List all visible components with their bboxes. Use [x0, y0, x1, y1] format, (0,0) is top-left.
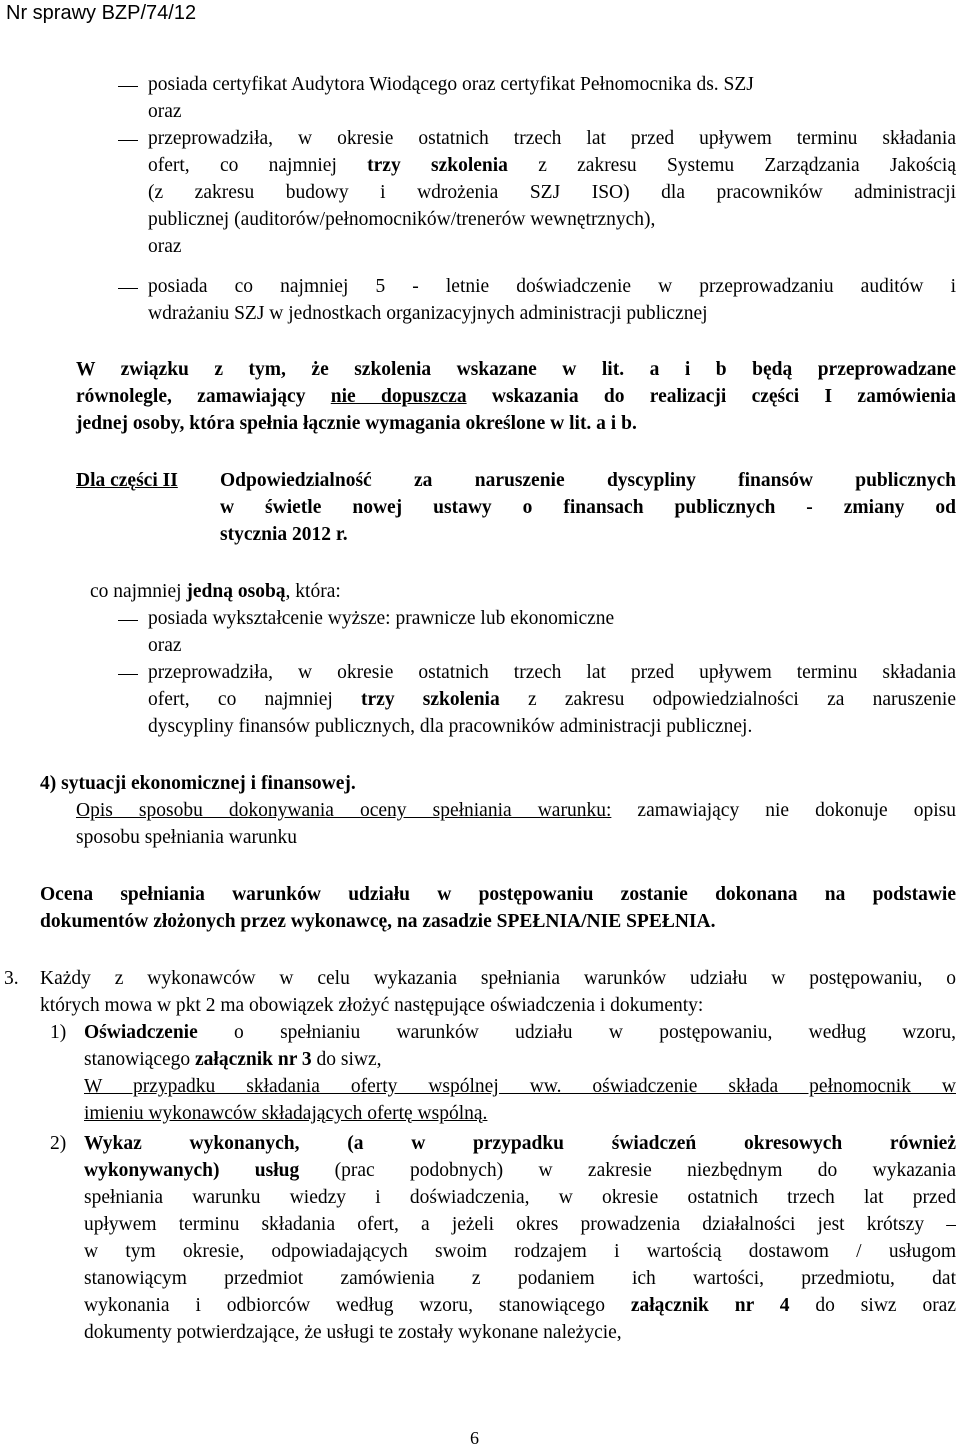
text-line: wykonania i odbiorców według wzoru, stanowiącego załącznik nr 4 do siwz oraz: [84, 1295, 956, 1316]
text-line: Oświadczenie o spełnianiu warunków udziału w postępowaniu, według wzoru,: [84, 1022, 956, 1043]
text-line: Wykaz wykonanych, (a w przypadku świadczeń okresowych również: [84, 1133, 956, 1154]
section-title: 4) sytuacji ekonomicznej i finansowej.: [40, 773, 356, 794]
text-line: sposobu spełniania warunku: [76, 827, 297, 848]
text-line: co najmniej jedną osobą, która:: [90, 581, 341, 602]
text-line: spełniania warunku wiedzy i doświadczenia, w okresie ostatnich trzech lat przed: [84, 1187, 956, 1208]
text-line: imieniu wykonawców składających ofertę wspólną.: [84, 1103, 488, 1124]
text-line: (z zakresu budowy i wdrożenia SZJ ISO) dla pracowników administracji: [148, 182, 956, 203]
text-line: posiada wykształcenie wyższe: prawnicze lub ekonomiczne: [148, 608, 615, 629]
text-line: dokumenty potwierdzające, że usługi te zostały wykonane należycie,: [84, 1322, 622, 1343]
text-line: stanowiącym przedmiot zamówienia z podaniem ich wartości, przedmiotu, dat: [84, 1268, 956, 1289]
text-line: dyscypliny finansów publicznych, dla pracowników administracji publicznej.: [148, 716, 753, 737]
text-line: przeprowadziła, w okresie ostatnich trzech lat przed upływem terminu składania: [148, 128, 956, 149]
subpoint-number: 2): [50, 1133, 67, 1154]
text-line: posiada co najmniej 5 - letnie doświadczenie w przeprowadzaniu auditów i: [148, 276, 956, 297]
page-number: 6: [470, 1428, 479, 1448]
conjunction: oraz: [148, 101, 182, 122]
assessment-line: dokumentów złożonych przez wykonawcę, na zasadzie SPEŁNIA/NIE SPEŁNIA.: [40, 911, 716, 932]
text-line: publicznej (auditorów/pełnomocników/trenerów wewnętrznych),: [148, 209, 656, 230]
part-label: Dla części II: [76, 470, 178, 491]
conjunction: oraz: [148, 635, 182, 656]
dash-bullet: [118, 288, 138, 289]
note-line: jednej osoby, która spełnia łącznie wymagania określone w lit. a i b.: [76, 413, 637, 434]
conjunction: oraz: [148, 236, 182, 257]
text-line: upływem terminu składania ofert, a jeżeli okres prowadzenia działalności jest krótszy –: [84, 1214, 956, 1235]
note-line: równolegle, zamawiający nie dopuszcza wskazania do realizacji części I zamówienia: [76, 386, 956, 407]
dash-bullet: [118, 140, 138, 141]
dash-bullet: [118, 620, 138, 621]
text-line: których mowa w pkt 2 ma obowiązek złożyć następujące oświadczenia i dokumenty:: [40, 995, 704, 1016]
text-line: Każdy z wykonawców w celu wykazania spełniania warunków udziału w postępowaniu, o: [40, 968, 956, 989]
text-line: przeprowadziła, w okresie ostatnich trzech lat przed upływem terminu składania: [148, 662, 956, 683]
dash-bullet: [118, 86, 138, 87]
text-line: w tym okresie, odpowiadających swoim rodzajem i wartością dostawom / usługom: [84, 1241, 956, 1262]
part-title: stycznia 2012 r.: [220, 524, 348, 545]
text-line: W przypadku składania oferty wspólnej ww. oświadczenie składa pełnomocnik w: [84, 1076, 956, 1097]
note-line: W związku z tym, że szkolenia wskazane w lit. a i b będą przeprowadzane: [76, 359, 956, 380]
text-line: Opis sposobu dokonywania oceny spełniania warunku: zamawiający nie dokonuje opisu: [76, 800, 956, 821]
text-line: posiada certyfikat Audytora Wiodącego oraz certyfikat Pełnomocnika ds. SZJ: [148, 74, 754, 95]
assessment-line: Ocena spełniania warunków udziału w postępowaniu zostanie dokonana na podstawie: [40, 884, 956, 905]
text-line: ofert, co najmniej trzy szkolenia z zakresu Systemu Zarządzania Jakością: [148, 155, 956, 176]
case-number-header: Nr sprawy BZP/74/12: [6, 2, 197, 24]
text-line: wdrażaniu SZJ w jednostkach organizacyjnych administracji publicznej: [148, 303, 708, 324]
part-title: w świetle nowej ustawy o finansach publicznych - zmiany od: [220, 497, 956, 518]
text-line: stanowiącego załącznik nr 3 do siwz,: [84, 1049, 382, 1070]
dash-bullet: [118, 674, 138, 675]
text-line: wykonywanych) usług (prac podobnych) w zakresie niezbędnym do wykazania: [84, 1160, 956, 1181]
subpoint-number: 1): [50, 1022, 67, 1043]
text-line: ofert, co najmniej trzy szkolenia z zakresu odpowiedzialności za naruszenie: [148, 689, 956, 710]
part-title: Odpowiedzialność za naruszenie dyscypliny finansów publicznych: [220, 470, 956, 491]
point-number: 3.: [4, 968, 19, 989]
